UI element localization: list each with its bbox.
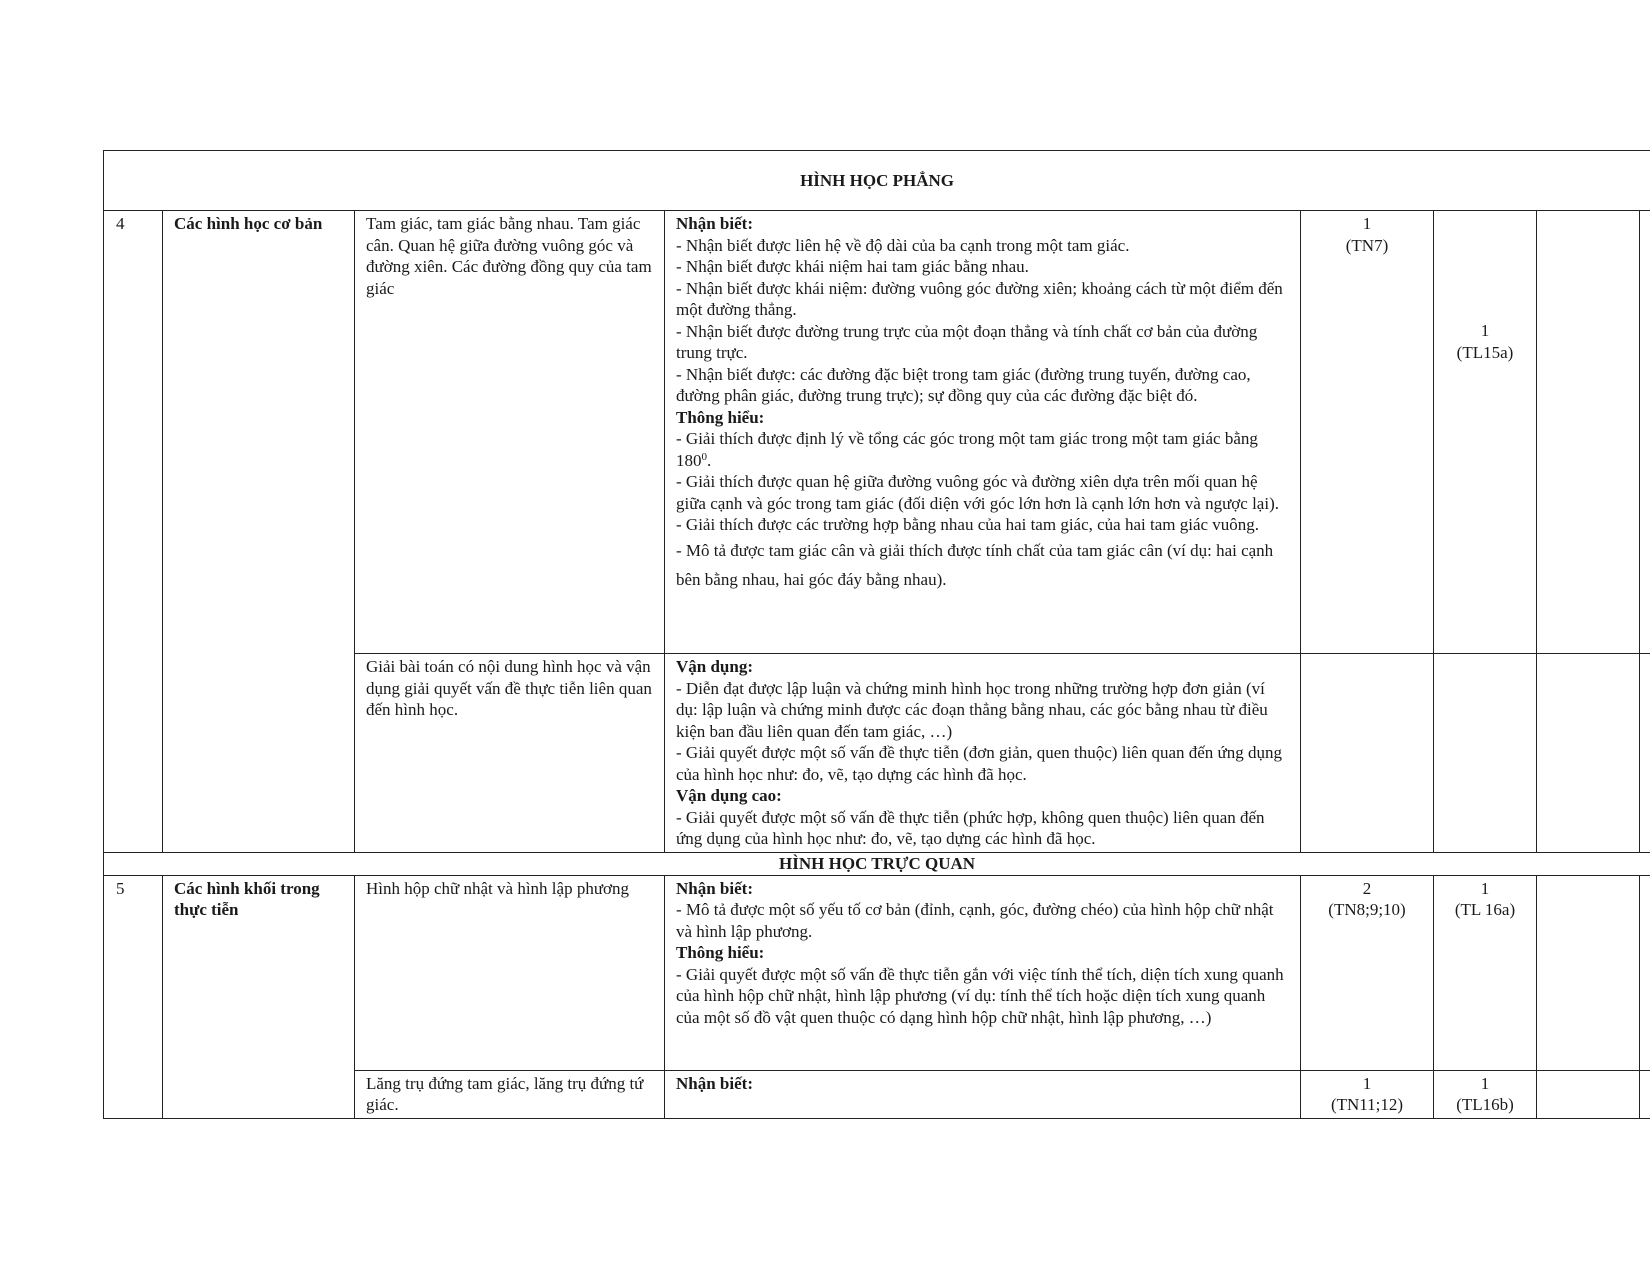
question-count-cell [1301, 211, 1434, 654]
topic-name: Các hình học cơ bản [163, 211, 355, 853]
requirement-line: - Giải quyết được một số vấn đề thực tiễn (phức hợp, không quen thuộc) liên quan đến ứng dụng của hình học như: đo, vẽ, tạo dựng các hình đã học. [676, 807, 1265, 848]
requirement-cell [665, 211, 1301, 654]
requirement-line: - Giải thích được quan hệ giữa đường vuông góc và đường xiên dựa trên mối quan hệ giữa cạnh và góc trong tam giác (đối diện với góc lớn hơn là cạnh lớn hơn và ngược lại). [676, 472, 1279, 513]
empty-cell [1537, 211, 1640, 654]
requirement-line: - Nhận biết được khái niệm hai tam giác bằng nhau. [676, 257, 1029, 276]
level-heading: Thông hiểu: [676, 943, 765, 962]
requirement-line: - Giải quyết được một số vấn đề thực tiễn gắn với việc tính thể tích, diện tích xung quanh của hình hộp chữ nhật, hình lập phương (ví dụ: tính thể tích hoặc diện tích xung quanh của một số đồ vật quen thuộc có dạng hình hộp chữ nhật, hình lập phương, …) [676, 964, 1284, 1027]
level-heading: Vận dụng cao: [676, 786, 782, 805]
requirement-line: - Diễn đạt được lập luận và chứng minh hình học trong những trường hợp đơn giản (ví dụ: lập luận và chứng minh được các đoạn thẳng bằng nhau, các góc bằng nhau từ điều kiện ban đầu liên quan đến tam giác, …) [676, 678, 1268, 741]
question-count-cell [1301, 1070, 1434, 1118]
question-count-cell [1434, 1070, 1537, 1118]
question-ref: (TN11;12) [1330, 1095, 1404, 1114]
level-heading: Nhận biết: [676, 214, 753, 233]
requirement-cell [665, 1070, 1301, 1118]
question-count-cell [1434, 211, 1537, 654]
level-heading: Nhận biết: [676, 1073, 753, 1093]
topic-number: 4 [104, 211, 163, 853]
question-ref: (TL16b) [1456, 1095, 1514, 1114]
section-row-plane [104, 151, 1650, 211]
empty-cell [1640, 1070, 1650, 1118]
matrix-table [103, 150, 1650, 1119]
empty-cell [1537, 875, 1640, 1070]
requirement-line: - Nhận biết được khái niệm: đường vuông góc đường xiên; khoảng cách từ một điểm đến một đường thẳng. [676, 278, 1283, 319]
question-count: 1 [1362, 1073, 1372, 1093]
content-cell: Hình hộp chữ nhật và hình lập phương [355, 875, 665, 1070]
question-ref: (TN7) [1345, 235, 1389, 255]
question-ref: (TL15a) [1456, 342, 1514, 362]
section-title-plane: HÌNH HỌC PHẲNG [104, 151, 1650, 211]
requirement-line: - Mô tả được một số yếu tố cơ bản (đỉnh, cạnh, góc, đường chéo) của hình hộp chữ nhật và hình lập phương. [676, 900, 1274, 941]
table-row [104, 875, 1650, 1070]
requirement-line: - Giải thích được các trường hợp bằng nhau của hai tam giác, của hai tam giác vuông. [676, 515, 1260, 534]
section-row-visual [104, 852, 1650, 875]
question-ref: (TL 16a) [1454, 900, 1516, 919]
requirement-line: - Mô tả được tam giác cân và giải thích được tính chất của tam giác cân (ví dụ: hai cạnh bên bằng nhau, hai góc đáy bằng nhau). [676, 540, 1274, 589]
requirement-cell [665, 654, 1301, 853]
level-heading: Vận dụng: [676, 657, 754, 676]
content-cell: Lăng trụ đứng tam giác, lăng trụ đứng tứ giác. [355, 1070, 665, 1118]
question-count: 1 [1480, 878, 1490, 898]
requirement-text-end: . [707, 450, 712, 470]
question-count-cell [1301, 875, 1434, 1070]
requirement-line [676, 428, 1290, 471]
content-cell: Tam giác, tam giác bằng nhau. Tam giác cân. Quan hệ giữa đường vuông góc và đường xiên. Các đường đồng quy của tam giác [355, 211, 665, 654]
question-count: 1 [1362, 214, 1372, 233]
level-heading: Thông hiểu: [676, 407, 765, 427]
content-cell: Giải bài toán có nội dung hình học và vận dụng giải quyết vấn đề thực tiễn liên quan đến hình học. [355, 654, 665, 853]
empty-cell [1640, 875, 1650, 1070]
empty-cell [1537, 654, 1640, 853]
degree-superscript: 0 [701, 450, 707, 463]
requirement-line: - Giải quyết được một số vấn đề thực tiễn (đơn giản, quen thuộc) liên quan đến ứng dụng của hình học như: đo, vẽ, tạo dựng các hình đã học. [676, 743, 1283, 784]
empty-cell [1301, 654, 1434, 853]
requirement-text: - Giải thích được định lý về tổng các góc trong một tam giác trong một tam giác bằng 180 [676, 429, 1258, 470]
empty-cell [1640, 211, 1650, 654]
requirement-line: - Nhận biết được liên hệ về độ dài của ba cạnh trong một tam giác. [676, 235, 1130, 255]
topic-number: 5 [104, 875, 163, 1118]
requirement-line: - Nhận biết được: các đường đặc biệt trong tam giác (đường trung tuyến, đường cao, đường phân giác, đường trung trực); sự đồng quy của các đường đặc biệt đó. [676, 364, 1251, 405]
requirement-line: - Nhận biết được đường trung trực của một đoạn thẳng và tính chất cơ bản của đường trung trực. [676, 321, 1258, 362]
question-count: 1 [1480, 321, 1490, 340]
question-ref: (TN8;9;10) [1328, 900, 1406, 919]
requirement-cell [665, 875, 1301, 1070]
empty-cell [1434, 654, 1537, 853]
question-count: 2 [1362, 878, 1372, 898]
question-count-cell [1434, 875, 1537, 1070]
level-heading: Nhận biết: [676, 878, 753, 898]
topic-name: Các hình khối trong thực tiễn [163, 875, 355, 1118]
question-count: 1 [1480, 1073, 1490, 1093]
empty-cell [1537, 1070, 1640, 1118]
section-title-visual: HÌNH HỌC TRỰC QUAN [104, 852, 1650, 875]
table-row [104, 211, 1650, 654]
empty-cell [1640, 654, 1650, 853]
